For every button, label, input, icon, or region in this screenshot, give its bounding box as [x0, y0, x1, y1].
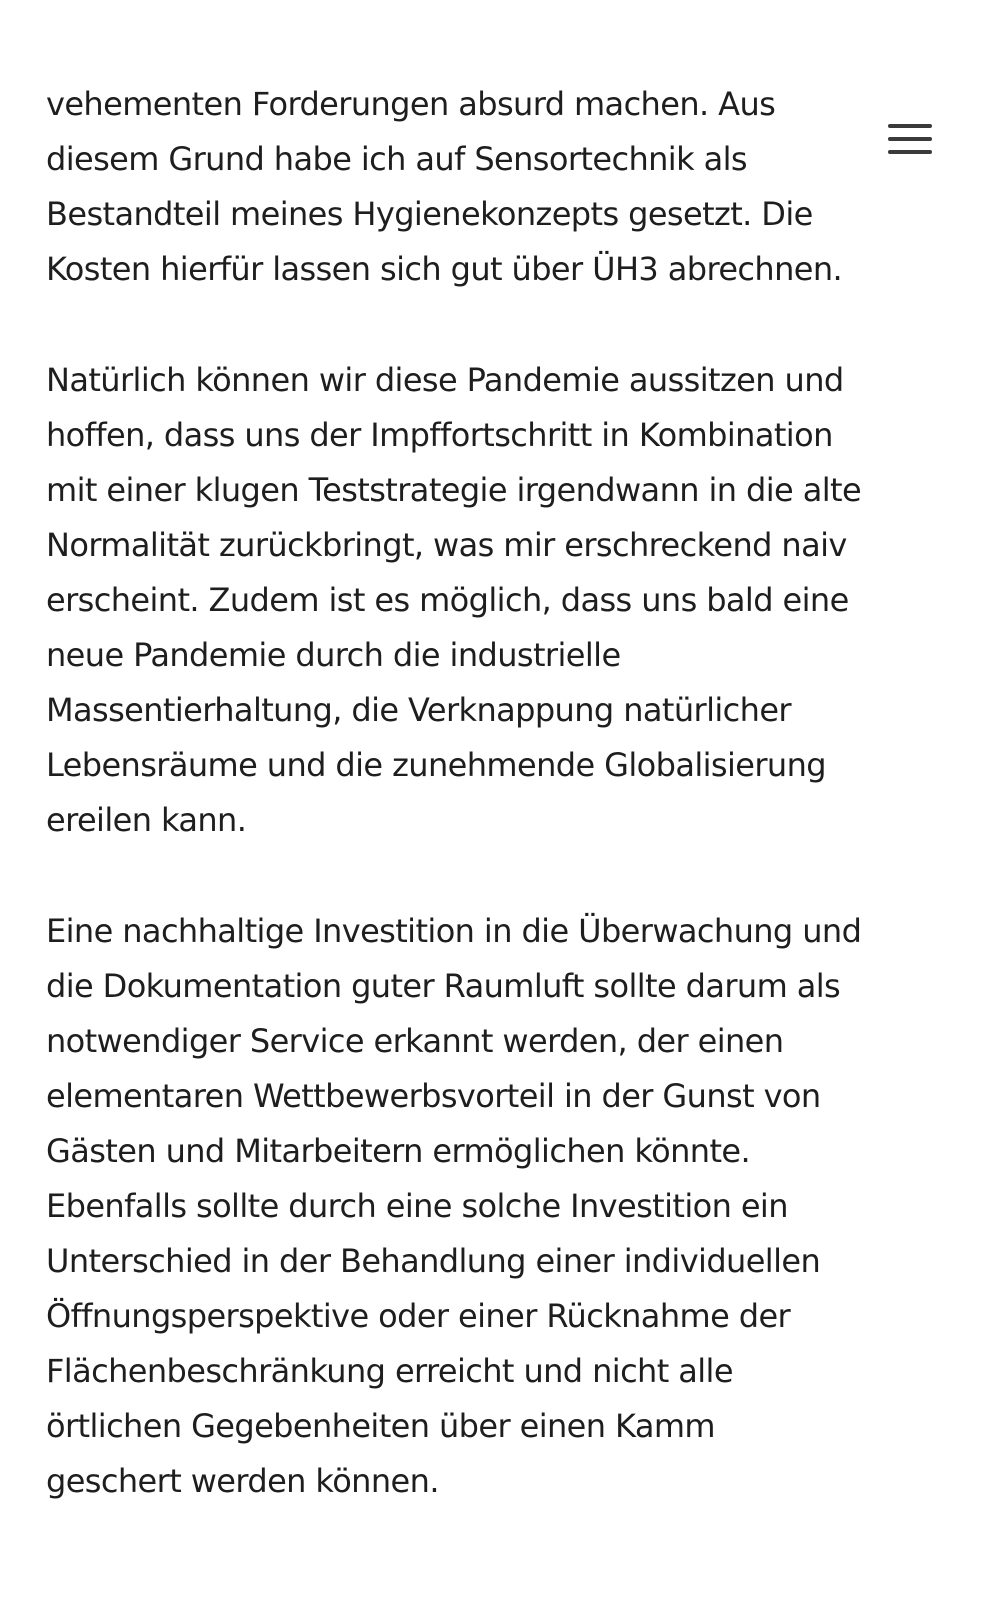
text-line: vehementen Forderungen absurd machen. Aus	[46, 85, 776, 123]
paragraph-2	[46, 353, 952, 848]
text-line: Normalität zurückbringt, was mir erschreckend naiv	[46, 526, 847, 564]
text-line: geschert werden können.	[46, 1462, 439, 1500]
text-line: örtlichen Gegebenheiten über einen Kamm	[46, 1407, 715, 1445]
text-line: diesem Grund habe ich auf Sensortechnik als	[46, 140, 747, 178]
article-body	[46, 77, 952, 1565]
text-line: Massentierhaltung, die Verknappung natürlicher	[46, 691, 791, 729]
text-line: Eine nachhaltige Investition in die Überwachung und	[46, 912, 862, 950]
text-line: erscheint. Zudem ist es möglich, dass uns bald eine	[46, 581, 849, 619]
text-line: notwendiger Service erkannt werden, der einen	[46, 1022, 784, 1060]
text-line: mit einer klugen Teststrategie irgendwann in die alte	[46, 471, 862, 509]
text-line: Bestandteil meines Hygienekonzepts gesetzt. Die	[46, 195, 813, 233]
text-line: Lebensräume und die zunehmende Globalisierung	[46, 746, 826, 784]
text-line: elementaren Wettbewerbsvorteil in der Gunst von	[46, 1077, 821, 1115]
text-line: Kosten hierfür lassen sich gut über ÜH3 abrechnen.	[46, 250, 843, 288]
text-line: hoffen, dass uns der Impffortschritt in Kombination	[46, 416, 833, 454]
paragraph-1	[46, 77, 952, 297]
text-line: ereilen kann.	[46, 801, 247, 839]
text-line: die Dokumentation guter Raumluft sollte darum als	[46, 967, 841, 1005]
text-line: Natürlich können wir diese Pandemie aussitzen und	[46, 361, 844, 399]
text-line: Flächenbeschränkung erreicht und nicht alle	[46, 1352, 733, 1390]
text-line: neue Pandemie durch die industrielle	[46, 636, 621, 674]
text-line: Öffnungsperspektive oder einer Rücknahme der	[46, 1297, 791, 1335]
text-line: Gästen und Mitarbeitern ermöglichen könnte.	[46, 1132, 751, 1170]
text-line: Ebenfalls sollte durch eine solche Investition ein	[46, 1187, 788, 1225]
paragraph-3	[46, 904, 952, 1509]
text-line: Unterschied in der Behandlung einer individuellen	[46, 1242, 821, 1280]
